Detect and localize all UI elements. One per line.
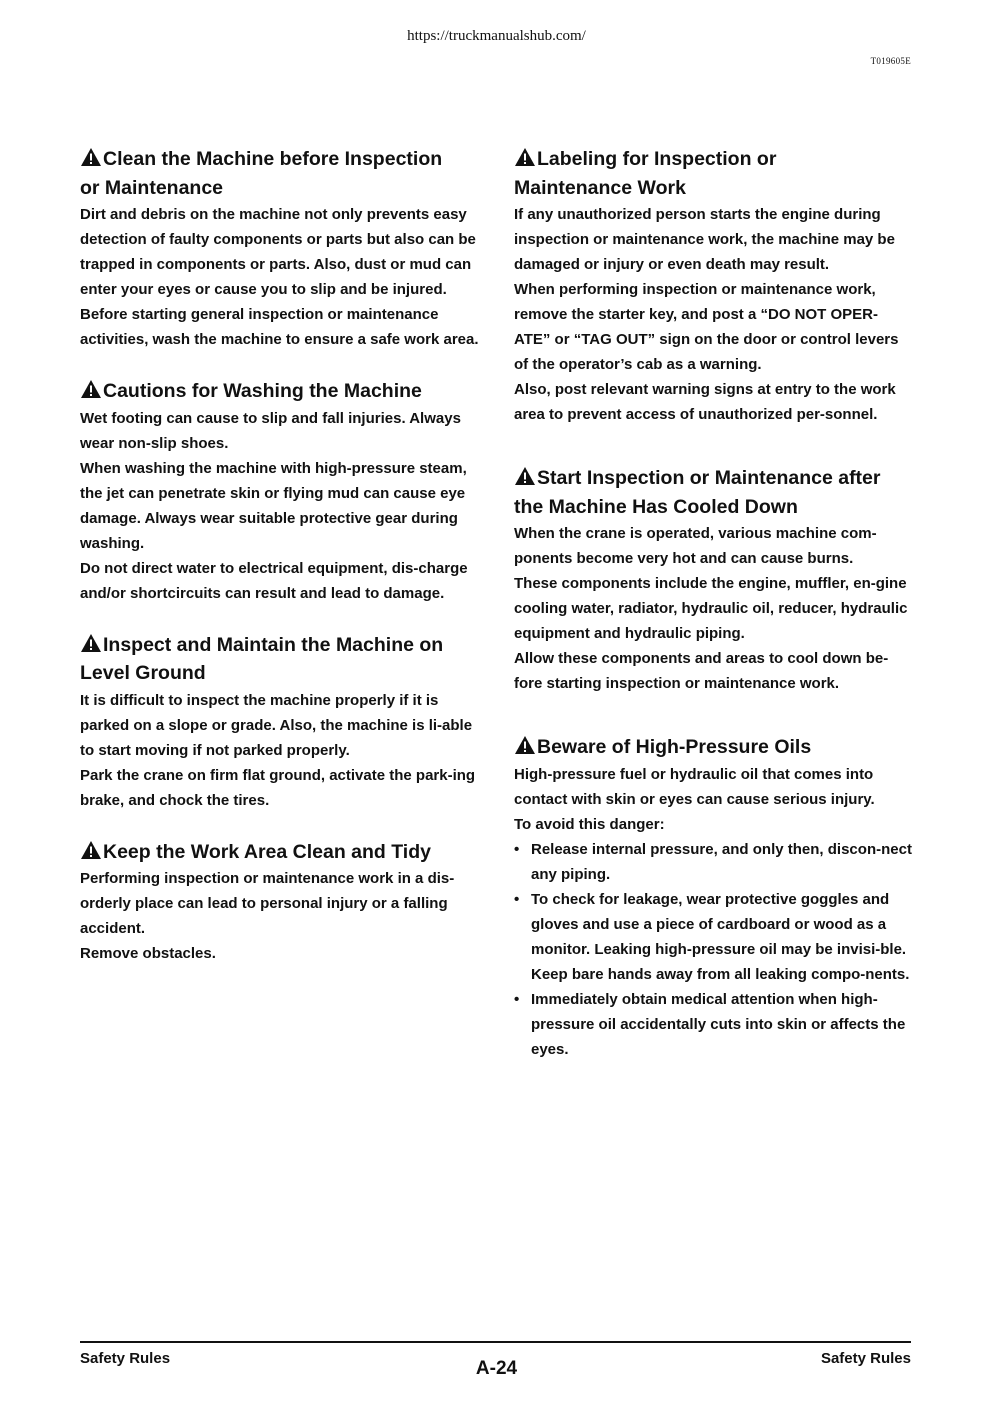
bullet-list <box>514 837 914 1062</box>
section-heading <box>514 145 914 202</box>
list-item <box>514 887 914 987</box>
section-title-line2: or Maintenance <box>80 176 224 199</box>
section-title-line1: Labeling for Inspection or <box>537 148 777 170</box>
paragraph: Also, post relevant warning signs at entry to the work area to prevent access of unauthorized per-sonnel. <box>514 381 896 423</box>
section-title-line2: Maintenance Work <box>514 176 686 199</box>
section-labeling <box>514 145 914 427</box>
document-code: T019605E <box>870 56 911 66</box>
paragraph: If any unauthorized person starts the engine during inspection or maintenance work, the machine may be damaged or injury or even death may result. <box>514 206 895 273</box>
paragraph: Performing inspection or maintenance work in a dis-orderly place can lead to personal injury or a falling accident. <box>80 870 455 937</box>
section-title-line1: Beware of High-Pressure Oils <box>537 736 812 758</box>
section-clean-machine <box>80 145 480 352</box>
warning-triangle-icon <box>80 633 102 653</box>
warning-triangle-icon <box>80 840 102 860</box>
section-washing-cautions <box>80 377 480 606</box>
warning-triangle-icon <box>80 147 102 167</box>
paragraph: When performing inspection or maintenance work, remove the starter key, and post a “DO NOT OPER-ATE” or “TAG OUT” sign on the door or control levers of the operator’s cab as a warning. <box>514 281 899 373</box>
footer-right-label: Safety Rules <box>820 1350 911 1367</box>
section-heading <box>514 464 914 521</box>
section-title-line1: Clean the Machine before Inspection <box>103 148 443 170</box>
section-heading <box>80 838 480 867</box>
section-level-ground <box>80 631 480 813</box>
section-title-line2: Level Ground <box>80 662 206 684</box>
section-work-area-clean <box>80 838 480 967</box>
paragraph: Before starting general inspection or maintenance activities, wash the machine to ensure a safe work area. <box>80 306 479 348</box>
section-title-line1: Keep the Work Area Clean and Tidy <box>103 840 431 863</box>
paragraph: Remove obstacles. <box>80 945 216 962</box>
paragraph: When the crane is operated, various machine com-ponents become very hot and can cause burns. <box>514 525 877 567</box>
paragraph: These components include the engine, muffler, en-gine cooling water, radiator, hydraulic oil, reducer, hydraulic equipment and hydraulic piping. <box>514 575 908 642</box>
section-cooled-down <box>514 464 914 696</box>
section-heading <box>80 145 480 202</box>
right-column <box>514 145 914 1087</box>
section-heading <box>514 733 914 762</box>
left-column <box>80 145 480 991</box>
paragraph: When washing the machine with high-pressure steam, the jet can penetrate skin or flying mud can cause eye damage. Always wear suitable protective gear during washing. <box>80 459 467 552</box>
list-item <box>514 987 914 1062</box>
paragraph: Dirt and debris on the machine not only prevents easy detection of faulty components or parts but also can be trapped in components or parts. Also, dust or mud can enter your eyes or cause you to slip and be injured. <box>80 206 476 298</box>
warning-triangle-icon <box>80 379 102 399</box>
list-item-text: Immediately obtain medical attention when high-pressure oil accidentally cuts into skin or affects the eyes. <box>531 990 906 1058</box>
section-title-line1: Start Inspection or Maintenance after <box>537 467 881 489</box>
warning-triangle-icon <box>514 466 536 486</box>
list-item-subtext: Keep bare hands away from all leaking compo-nents. <box>531 965 910 983</box>
warning-triangle-icon <box>514 735 536 755</box>
section-heading <box>80 377 480 406</box>
section-title-line1: Inspect and Maintain the Machine on <box>103 633 444 656</box>
list-item <box>514 837 914 887</box>
paragraph: Wet footing can cause to slip and fall injuries. Always wear non-slip shoes. <box>80 409 461 452</box>
paragraph: To avoid this danger: <box>514 815 665 833</box>
list-item-text: To check for leakage, wear protective goggles and gloves and use a piece of cardboard or wood as a monitor. Leaking high-pressure oil may be invisi-ble. <box>531 890 907 958</box>
page-number: A-24 <box>475 1358 518 1379</box>
source-url: https://truckmanualshub.com/ <box>407 28 586 44</box>
paragraph: It is difficult to inspect the machine properly if it is parked on a slope or grade. Also, the machine is li-able to start moving if not parked properly. <box>80 691 473 759</box>
section-title-line1: Cautions for Washing the Machine <box>103 380 422 402</box>
paragraph: Allow these components and areas to cool down be-fore starting inspection or maintenance work. <box>514 650 889 692</box>
section-high-pressure-oils <box>514 733 914 1062</box>
section-title-line2: the Machine Has Cooled Down <box>514 495 798 518</box>
footer-divider <box>80 1341 911 1343</box>
section-heading <box>80 631 480 688</box>
footer-left-label: Safety Rules <box>80 1350 171 1367</box>
paragraph: Do not direct water to electrical equipment, dis-charge and/or shortcircuits can result and lead to damage. <box>80 559 468 602</box>
warning-triangle-icon <box>514 147 536 167</box>
paragraph: High-pressure fuel or hydraulic oil that comes into contact with skin or eyes can cause serious injury. <box>514 765 875 808</box>
paragraph: Park the crane on firm flat ground, activate the park-ing brake, and chock the tires. <box>80 766 476 809</box>
list-item-text: Release internal pressure, and only then, discon-nect any piping. <box>531 840 912 883</box>
